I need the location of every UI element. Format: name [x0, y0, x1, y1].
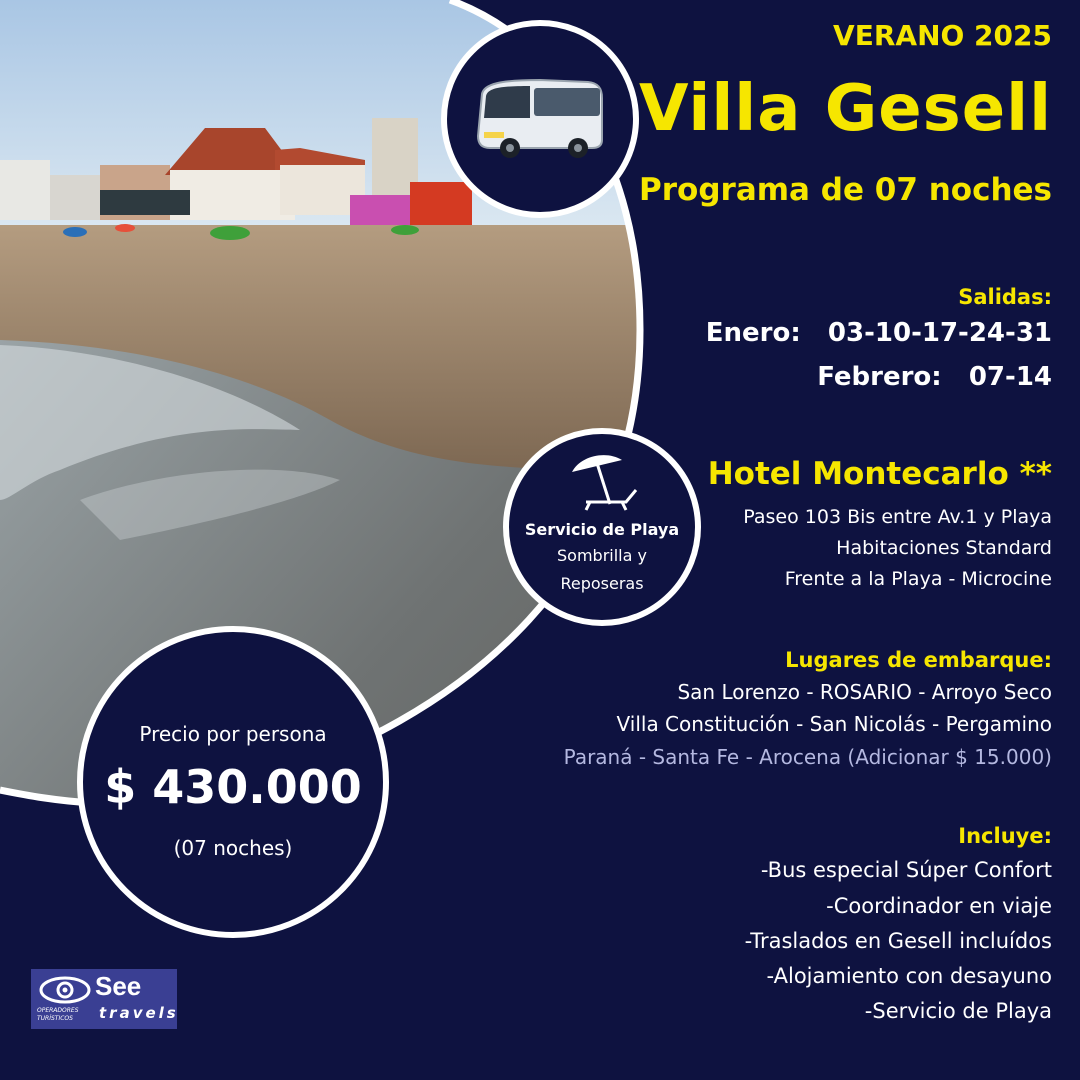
season-label: VERANO 2025 [833, 19, 1052, 52]
hotel-name: Hotel Montecarlo ** [707, 456, 1052, 492]
hotel-line-rooms: Habitaciones Standard [836, 537, 1052, 559]
program-subtitle: Programa de 07 noches [639, 172, 1052, 208]
see-travels-logo [31, 969, 177, 1029]
boarding-extra: Paraná - Santa Fe - Arocena (Adicionar $ 15.000) [563, 745, 1052, 769]
logo-tag: TURÍSTICOS [37, 1015, 73, 1022]
hotel-line-address: Paseo 103 Bis entre Av.1 y Playa [743, 506, 1052, 528]
logo-brand: See [95, 971, 142, 1001]
includes-item: -Traslados en Gesell incluídos [744, 929, 1052, 953]
bus-badge [441, 20, 639, 218]
hotel-line-features: Frente a la Playa - Microcine [784, 568, 1052, 590]
departure-row-january [706, 318, 1052, 348]
departure-month: Enero: [705, 318, 801, 348]
includes-title: Incluye: [958, 824, 1052, 848]
departure-dates: 03-10-17-24-31 [827, 318, 1052, 348]
includes-item: -Servicio de Playa [864, 999, 1052, 1023]
departures-title: Salidas: [958, 285, 1052, 309]
beach-service-badge [503, 428, 701, 626]
boarding-title: Lugares de embarque: [785, 648, 1052, 672]
bus-icon [470, 74, 610, 164]
boarding-line: Villa Constitución - San Nicolás - Pergamino [616, 712, 1052, 736]
departure-dates: 07-14 [968, 362, 1052, 392]
price-note: (07 noches) [173, 836, 293, 860]
price-badge [77, 626, 389, 938]
destination-title: Villa Gesell [639, 72, 1052, 146]
includes-item: -Bus especial Súper Confort [760, 858, 1052, 882]
price-amount: $ 430.000 [104, 760, 362, 814]
beach-umbrella-icon [566, 450, 646, 514]
departure-row-february [817, 362, 1052, 392]
beach-service-line: Reposeras [560, 574, 644, 593]
includes-item: -Coordinador en viaje [826, 894, 1052, 918]
price-label: Precio por persona [139, 722, 327, 746]
beach-service-line: Sombrilla y [557, 546, 647, 565]
logo-sub: travels [99, 1004, 179, 1022]
departure-month: Febrero: [817, 362, 942, 392]
beach-service-title: Servicio de Playa [524, 520, 680, 539]
includes-item: -Alojamiento con desayuno [766, 964, 1052, 988]
boarding-line: San Lorenzo - ROSARIO - Arroyo Seco [677, 680, 1052, 704]
logo-tag: OPERADORES [37, 1007, 79, 1014]
